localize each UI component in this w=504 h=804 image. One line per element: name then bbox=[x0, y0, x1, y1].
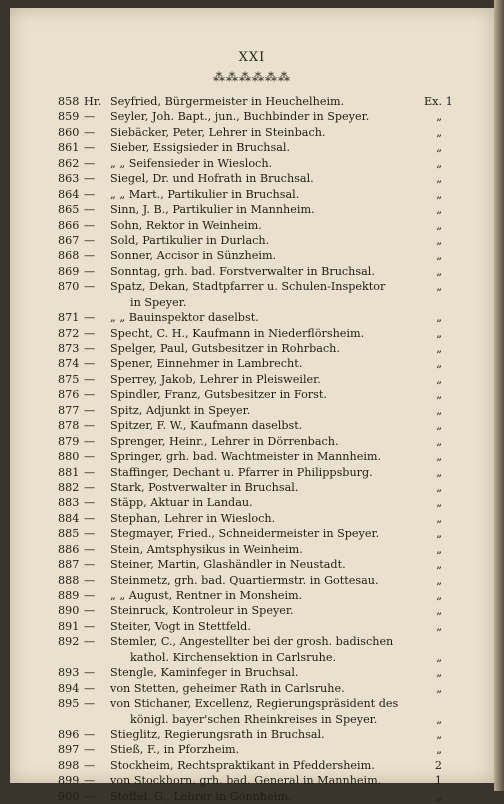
entry-row bbox=[0, 758, 504, 773]
copies-mark: 2 bbox=[434, 758, 442, 772]
entry-row bbox=[0, 356, 504, 371]
entry-text: Steinruck, Kontroleur in Speyer. bbox=[110, 604, 294, 618]
copies-mark: „ bbox=[436, 450, 442, 464]
entry-number: 866 bbox=[58, 218, 80, 232]
entry-number: 870 bbox=[58, 280, 80, 294]
entry-number: 872 bbox=[58, 326, 80, 340]
entry-prefix: — bbox=[84, 727, 96, 741]
entry-number: 887 bbox=[58, 558, 80, 572]
entry-text: Sprenger, Heinr., Lehrer in Dörrenbach. bbox=[110, 434, 339, 448]
entry-row bbox=[0, 326, 504, 341]
entry-prefix: — bbox=[84, 172, 96, 186]
entry-number: 893 bbox=[58, 666, 80, 680]
entry-prefix: — bbox=[84, 666, 96, 680]
entry-number: 891 bbox=[58, 619, 80, 633]
entry-number: 876 bbox=[58, 388, 80, 402]
copies-mark: „ bbox=[436, 619, 442, 633]
entry-prefix: — bbox=[84, 110, 96, 124]
entry-row bbox=[0, 218, 504, 233]
entry-number: 885 bbox=[58, 527, 80, 541]
copies-mark: „ bbox=[436, 403, 442, 417]
entry-prefix: — bbox=[84, 249, 96, 263]
entry-row bbox=[0, 202, 504, 217]
entry-text: Stark, Postverwalter in Bruchsal. bbox=[110, 480, 299, 494]
copies-mark: „ bbox=[436, 650, 442, 664]
entry-prefix: — bbox=[84, 774, 96, 788]
entry-number: 880 bbox=[58, 450, 80, 464]
copies-mark: „ bbox=[436, 465, 442, 479]
entry-prefix: — bbox=[84, 403, 96, 417]
entry-row bbox=[0, 773, 504, 788]
entry-prefix: — bbox=[84, 511, 96, 525]
copies-mark: „ bbox=[436, 542, 442, 556]
entry-number: 875 bbox=[58, 372, 80, 386]
entry-row bbox=[0, 696, 504, 711]
copies-mark: „ bbox=[436, 511, 442, 525]
copies-mark: „ bbox=[436, 712, 442, 726]
copies-mark: „ bbox=[436, 326, 442, 340]
entry-number: 899 bbox=[58, 774, 80, 788]
entry-number: 867 bbox=[58, 233, 80, 247]
entry-row bbox=[0, 279, 504, 294]
entry-text: von Stetten, geheimer Rath in Carlsruhe. bbox=[110, 681, 345, 695]
entry-prefix: — bbox=[84, 450, 96, 464]
entry-text: Stegmayer, Fried., Schneidermeister in Speyer. bbox=[110, 527, 380, 541]
entry-number: 888 bbox=[58, 573, 80, 587]
entry-number: 896 bbox=[58, 727, 80, 741]
entry-number: 877 bbox=[58, 403, 80, 417]
entry-row bbox=[0, 619, 504, 634]
entry-text: Sinn, J. B., Partikulier in Mannheim. bbox=[110, 203, 315, 217]
entry-prefix: — bbox=[84, 419, 96, 433]
entry-prefix: — bbox=[84, 280, 96, 294]
entry-row bbox=[0, 418, 504, 433]
copies-mark: „ bbox=[436, 187, 442, 201]
entry-prefix: — bbox=[84, 496, 96, 510]
entry-number: 873 bbox=[58, 342, 80, 355]
copies-mark: „ bbox=[436, 589, 442, 602]
entry-text: Stein, Amtsphysikus in Weinheim. bbox=[110, 542, 303, 556]
copies-mark: „ bbox=[436, 125, 442, 139]
entry-row bbox=[0, 94, 504, 109]
entry-row bbox=[0, 233, 504, 248]
copies-mark: „ bbox=[436, 141, 442, 155]
entry-number: 897 bbox=[58, 743, 80, 757]
entry-number: 871 bbox=[58, 311, 80, 325]
entry-row bbox=[0, 742, 504, 757]
copies-mark: Ex. 1 bbox=[424, 95, 453, 108]
entry-row bbox=[0, 480, 504, 495]
entry-row bbox=[0, 603, 504, 618]
entry-text: Steiter, Vogt in Stettfeld. bbox=[110, 619, 251, 633]
entry-number: 879 bbox=[58, 434, 80, 448]
entry-row bbox=[0, 573, 504, 588]
entry-row bbox=[0, 171, 504, 186]
entry-prefix: — bbox=[84, 681, 96, 695]
copies-mark: „ bbox=[436, 218, 442, 232]
entry-text: Stockheim, Rechtspraktikant in Pfeddersheim. bbox=[110, 758, 375, 772]
copies-mark: „ bbox=[436, 110, 442, 124]
entry-row bbox=[0, 295, 504, 310]
entry-row bbox=[0, 542, 504, 557]
entry-row bbox=[0, 526, 504, 541]
entry-prefix: — bbox=[84, 342, 96, 355]
entry-row bbox=[0, 557, 504, 572]
entry-text-continuation: königl. bayer'schen Rheinkreises in Speyer. bbox=[130, 712, 378, 726]
copies-mark: „ bbox=[436, 311, 442, 325]
entry-prefix: — bbox=[84, 233, 96, 247]
entry-row bbox=[0, 125, 504, 140]
entry-number: 859 bbox=[58, 110, 80, 124]
copies-mark: „ bbox=[436, 342, 442, 355]
entry-prefix: — bbox=[84, 218, 96, 232]
entry-text: Sohn, Rektor in Weinheim. bbox=[110, 218, 262, 232]
entry-prefix: — bbox=[84, 141, 96, 155]
entry-number: 863 bbox=[58, 172, 80, 186]
entry-text: Spitz, Adjunkt in Speyer. bbox=[110, 403, 251, 417]
entry-text: Specht, C. H., Kaufmann in Niederflörsheim. bbox=[110, 326, 365, 340]
entry-number: 886 bbox=[58, 542, 80, 556]
entry-row bbox=[0, 665, 504, 680]
entry-prefix: — bbox=[84, 203, 96, 217]
entry-number: 861 bbox=[58, 141, 80, 155]
entry-row bbox=[0, 449, 504, 464]
entry-row bbox=[0, 403, 504, 418]
entry-row bbox=[0, 434, 504, 449]
entry-number: 869 bbox=[58, 264, 80, 278]
entry-text: Stieß, F., in Pforzheim. bbox=[110, 743, 240, 757]
entry-number: 864 bbox=[58, 187, 80, 201]
page-number: XXI bbox=[238, 50, 266, 65]
copies-mark: „ bbox=[436, 789, 442, 803]
entry-text: Sonntag, grh. bad. Forstverwalter in Bruchsal. bbox=[110, 264, 375, 278]
copies-mark: „ bbox=[436, 480, 442, 494]
entry-row bbox=[0, 341, 504, 356]
entry-number: 874 bbox=[58, 357, 80, 371]
entry-prefix: — bbox=[84, 527, 96, 541]
entry-prefix: — bbox=[84, 542, 96, 556]
entry-prefix: — bbox=[84, 434, 96, 448]
entry-row bbox=[0, 372, 504, 387]
entry-text: Sonner, Accisor in Sünzheim. bbox=[110, 249, 277, 263]
copies-mark: „ bbox=[436, 249, 442, 263]
entry-text: Seyfried, Bürgermeister in Heuchelheim. bbox=[110, 95, 345, 108]
copies-mark: 1 bbox=[434, 774, 442, 788]
entry-text: Spener, Einnehmer in Lambrecht. bbox=[110, 357, 303, 371]
entry-prefix: — bbox=[84, 187, 96, 201]
entry-number: 898 bbox=[58, 758, 80, 772]
entry-text: Stengle, Kaminfeger in Bruchsal. bbox=[110, 666, 299, 680]
copies-mark: „ bbox=[436, 203, 442, 217]
entry-text: Spindler, Franz, Gutsbesitzer in Forst. bbox=[110, 388, 327, 402]
entry-number: 895 bbox=[58, 697, 80, 711]
copies-mark: „ bbox=[436, 527, 442, 541]
entry-number: 858 bbox=[58, 95, 80, 108]
entry-text: Sieber, Essigsieder in Bruchsal. bbox=[110, 141, 291, 155]
entry-row bbox=[0, 650, 504, 665]
entry-number: 868 bbox=[58, 249, 80, 263]
entry-row bbox=[0, 511, 504, 526]
entry-prefix: — bbox=[84, 357, 96, 371]
entry-prefix: — bbox=[84, 480, 96, 494]
entry-prefix: — bbox=[84, 264, 96, 278]
entry-row bbox=[0, 727, 504, 742]
entry-text: „ „ Mart., Partikulier in Bruchsal. bbox=[110, 187, 300, 201]
entry-row bbox=[0, 248, 504, 263]
entry-prefix: — bbox=[84, 465, 96, 479]
entry-prefix: — bbox=[84, 789, 96, 803]
entry-prefix: — bbox=[84, 372, 96, 386]
entry-text: Steinmetz, grh. bad. Quartiermstr. in Gottesau. bbox=[110, 573, 379, 587]
copies-mark: „ bbox=[436, 172, 442, 186]
entry-text: von Stichaner, Excellenz, Regierungspräsident des bbox=[110, 697, 399, 711]
copies-mark: „ bbox=[436, 681, 442, 695]
entry-text: Spatz, Dekan, Stadtpfarrer u. Schulen-Inspektor bbox=[110, 280, 386, 294]
entry-text: Stephan, Lehrer in Wiesloch. bbox=[110, 511, 276, 525]
entry-row bbox=[0, 634, 504, 649]
entry-row bbox=[0, 109, 504, 124]
copies-mark: „ bbox=[436, 388, 442, 402]
entry-prefix: Hr. bbox=[84, 95, 102, 108]
entry-row bbox=[0, 310, 504, 325]
entry-prefix: — bbox=[84, 758, 96, 772]
entry-row bbox=[0, 495, 504, 510]
entry-text: Siegel, Dr. und Hofrath in Bruchsal. bbox=[110, 172, 314, 186]
entry-number: 883 bbox=[58, 496, 80, 510]
entry-number: 889 bbox=[58, 589, 80, 602]
entry-text: Sperrey, Jakob, Lehrer in Pleisweiler. bbox=[110, 372, 321, 386]
entry-prefix: — bbox=[84, 326, 96, 340]
entry-text: Steiner, Martin, Glashändler in Neustadt. bbox=[110, 558, 346, 572]
entry-row bbox=[0, 187, 504, 202]
entry-number: 900 bbox=[58, 789, 80, 803]
copies-mark: „ bbox=[436, 573, 442, 587]
entry-text: „ „ August, Rentner in Monsheim. bbox=[110, 589, 303, 602]
entry-prefix: — bbox=[84, 635, 96, 649]
entry-text: Sold, Partikulier in Durlach. bbox=[110, 233, 270, 247]
entry-prefix: — bbox=[84, 604, 96, 618]
copies-mark: „ bbox=[436, 727, 442, 741]
entry-number: 881 bbox=[58, 465, 80, 479]
copies-mark: „ bbox=[436, 264, 442, 278]
entry-prefix: — bbox=[84, 558, 96, 572]
entry-number: 894 bbox=[58, 681, 80, 695]
copies-mark: „ bbox=[436, 372, 442, 386]
copies-mark: „ bbox=[436, 434, 442, 448]
entry-text: „ „ Seifensieder in Wiesloch. bbox=[110, 156, 273, 170]
entry-list bbox=[0, 94, 504, 804]
entry-text-continuation: kathol. Kirchensektion in Carlsruhe. bbox=[130, 650, 337, 664]
entry-prefix: — bbox=[84, 311, 96, 325]
entry-prefix: — bbox=[84, 156, 96, 170]
entry-number: 882 bbox=[58, 480, 80, 494]
entry-text: Stemler, C., Angestellter bei der grosh. badischen bbox=[110, 635, 394, 649]
copies-mark: „ bbox=[436, 496, 442, 510]
entry-row bbox=[0, 140, 504, 155]
entry-prefix: — bbox=[84, 589, 96, 602]
entry-row bbox=[0, 588, 504, 603]
entry-number: 865 bbox=[58, 203, 80, 217]
header-ornament: ⁂⁂⁂⁂⁂⁂ bbox=[213, 70, 291, 84]
entry-row bbox=[0, 156, 504, 171]
entry-number: 890 bbox=[58, 604, 80, 618]
copies-mark: „ bbox=[436, 280, 442, 294]
entry-text: Stoffel, G., Lehrer in Gönnheim. bbox=[110, 789, 292, 803]
copies-mark: „ bbox=[436, 558, 442, 572]
entry-text: Seyler, Joh. Bapt., jun., Buchbinder in Speyer. bbox=[110, 110, 370, 124]
entry-prefix: — bbox=[84, 125, 96, 139]
entry-number: 860 bbox=[58, 125, 80, 139]
entry-number: 862 bbox=[58, 156, 80, 170]
entry-row bbox=[0, 465, 504, 480]
entry-text: Siebäcker, Peter, Lehrer in Steinbach. bbox=[110, 125, 326, 139]
entry-prefix: — bbox=[84, 743, 96, 757]
entry-prefix: — bbox=[84, 388, 96, 402]
copies-mark: „ bbox=[436, 419, 442, 433]
entry-text: Springer, grh. bad. Wachtmeister in Mannheim. bbox=[110, 450, 382, 464]
entry-text: Stieglitz, Regierungsrath in Bruchsal. bbox=[110, 727, 325, 741]
copies-mark: „ bbox=[436, 357, 442, 371]
entry-text-continuation: in Speyer. bbox=[130, 295, 187, 309]
entry-prefix: — bbox=[84, 697, 96, 711]
copies-mark: „ bbox=[436, 666, 442, 680]
copies-mark: „ bbox=[436, 604, 442, 618]
entry-text: Spelger, Paul, Gutsbesitzer in Rohrbach. bbox=[110, 342, 340, 355]
entry-row bbox=[0, 712, 504, 727]
entry-prefix: — bbox=[84, 573, 96, 587]
entry-number: 892 bbox=[58, 635, 80, 649]
copies-mark: „ bbox=[436, 743, 442, 757]
entry-prefix: — bbox=[84, 619, 96, 633]
copies-mark: „ bbox=[436, 233, 442, 247]
copies-mark: „ bbox=[436, 156, 442, 170]
entry-row bbox=[0, 387, 504, 402]
entry-row bbox=[0, 264, 504, 279]
entry-number: 878 bbox=[58, 419, 80, 433]
entry-number: 884 bbox=[58, 511, 80, 525]
entry-text: Stäpp, Aktuar in Landau. bbox=[110, 496, 253, 510]
entry-text: „ „ Bauinspektor daselbst. bbox=[110, 311, 259, 325]
entry-text: Staffinger, Dechant u. Pfarrer in Philippsburg. bbox=[110, 465, 373, 479]
entry-text: Spitzer, F. W., Kaufmann daselbst. bbox=[110, 419, 303, 433]
entry-text: von Stockhorn, grh. bad. General in Mannheim. bbox=[110, 774, 382, 788]
entry-row bbox=[0, 681, 504, 696]
